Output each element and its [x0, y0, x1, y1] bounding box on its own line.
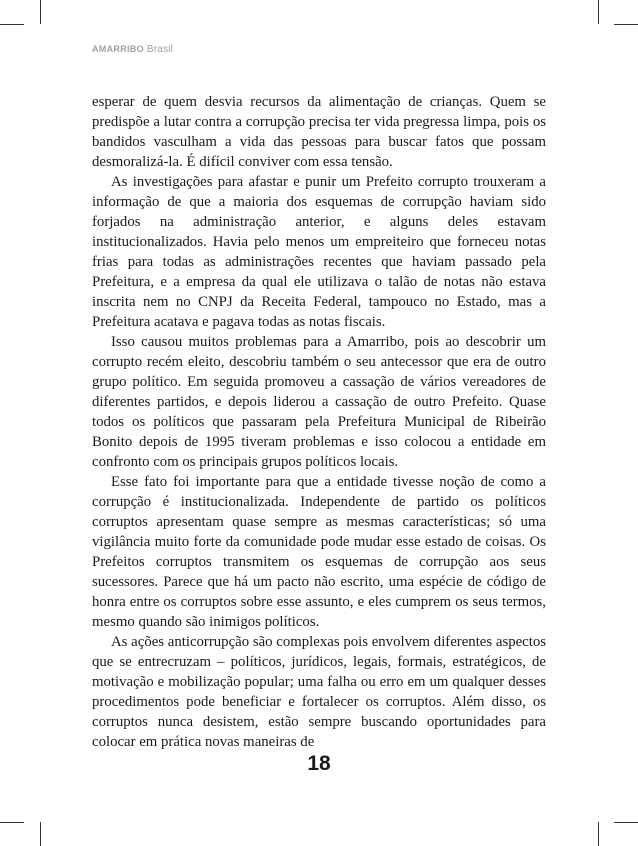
header-sub: Brasil	[146, 44, 174, 55]
crop-mark-bottom-right-v	[598, 822, 599, 846]
crop-mark-top-right-h	[614, 24, 638, 25]
paragraph: As investigações para afastar e punir um Prefeito corrupto trouxeram a informação de que a maioria dos esquemas de corrupção haviam sido forjados na administração anterior, e alguns deles estavam institucionalizados. Havia pelo menos um empreiteiro que forneceu notas frias para todas as administrações recentes que haviam passado pela Prefeitura, e a empresa da qual ele utilizava o talão de notas não estava inscrita nem no CNPJ da Receita Federal, tampouco no Estado, mas a Prefeitura acatava e pagava todas as notas fiscais.	[92, 174, 546, 330]
crop-mark-top-right-v	[598, 0, 599, 24]
crop-mark-bottom-left-h	[0, 822, 24, 823]
paragraph: As ações anticorrupção são complexas pois envolvem diferentes aspectos que se entrecruzam – políticos, jurídicos, legais, formais, estratégicos, de motivação e mobilização popular; uma falha ou erro em um qualquer desses procedimentos pode beneficiar e fortalecer os corruptos. Além disso, os corruptos nunca desistem, estão sempre buscando oportunidades para colocar em prática novas maneiras de	[92, 634, 546, 750]
paragraph: Esse fato foi importante para que a entidade tivesse noção de como a corrupção é institucionalizada. Independente de partido os políticos corruptos apresentam quase sempre as mesmas características; só uma vigilância muito forte da comunidade pode mudar esse estado de coisas. Os Prefeitos corruptos transmitem os esquemas de corrupção aos seus sucessores. Parece que há um pacto não escrito, uma espécie de código de honra entre os corruptos sobre esse assunto, e eles cumprem os seus termos, mesmo quando são inimigos políticos.	[92, 474, 546, 630]
crop-mark-top-left-h	[0, 24, 24, 25]
paragraph: Isso causou muitos problemas para a Amarribo, pois ao descobrir um corrupto recém eleito, descobriu também o seu antecessor que era de outro grupo político. Em seguida promoveu a cassação de vários vereadores de diferentes partidos, e depois liderou a cassação de outro Prefeito. Quase todos os políticos que passaram pela Prefeitura Municipal de Ribeirão Bonito depois de 1995 tiveram problemas e isso colocou a entidade em confronto com os principais grupos políticos locais.	[92, 334, 546, 470]
page-number: 18	[307, 752, 331, 775]
crop-mark-bottom-right-h	[614, 822, 638, 823]
header-brand: AMARRIBO	[92, 44, 144, 54]
body-text	[92, 92, 546, 752]
paragraph: esperar de quem desvia recursos da alimentação de crianças. Quem se predispõe a lutar contra a corrupção precisa ter vida pregressa limpa, pois os bandidos vasculham a vida das pessoas para buscar fatos que possam desmoralizá-la. É difícil conviver com essa tensão.	[92, 94, 546, 170]
crop-mark-top-left-v	[40, 0, 41, 24]
crop-mark-bottom-left-v	[40, 822, 41, 846]
running-header	[92, 44, 173, 55]
